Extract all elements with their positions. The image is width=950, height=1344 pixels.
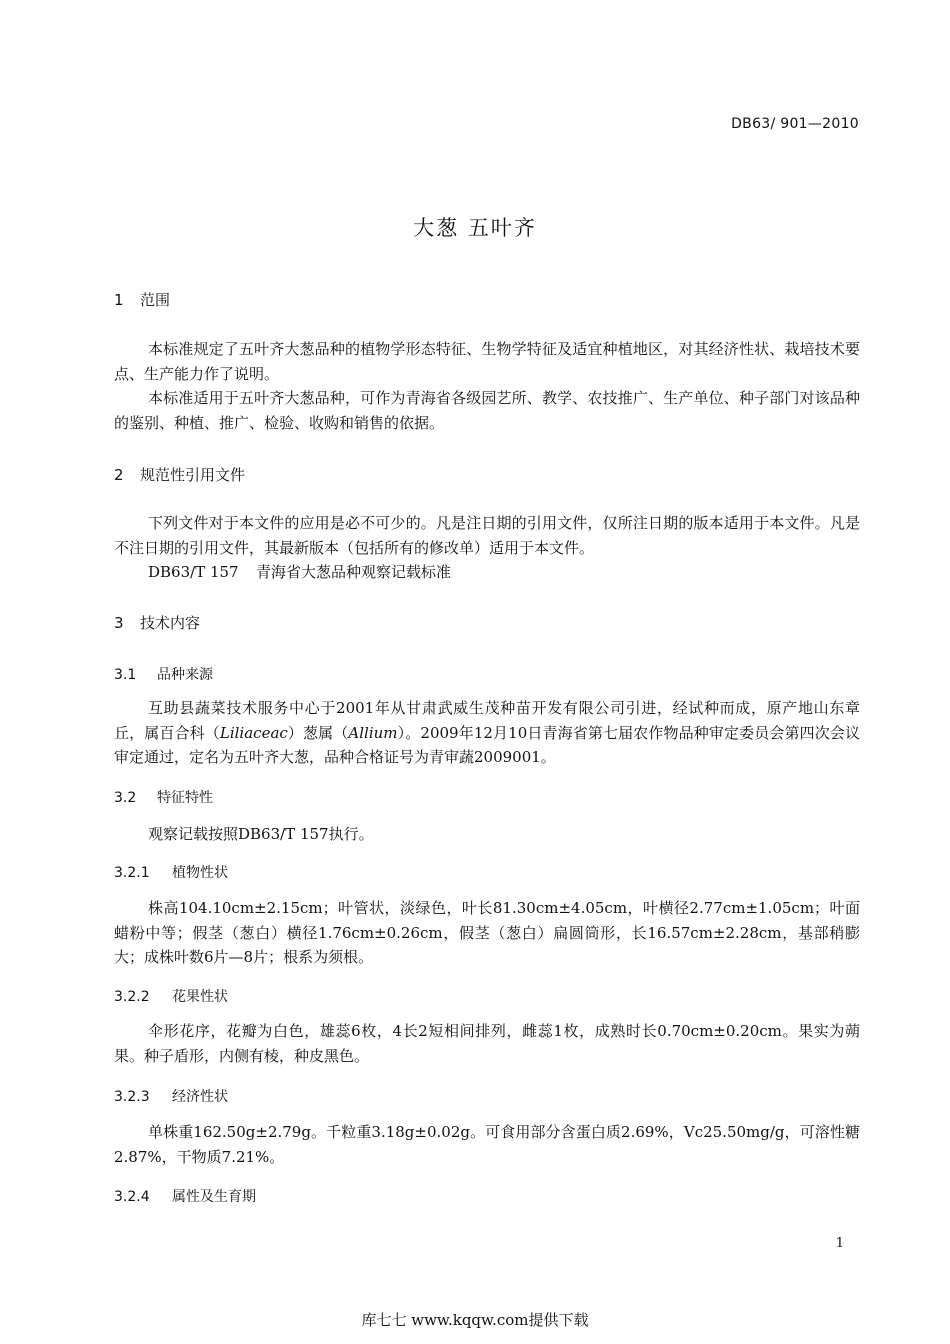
section-title: 属性及生育期 bbox=[172, 1189, 256, 1205]
paragraph: 观察记载按照DB63/T 157执行。 bbox=[148, 825, 374, 843]
reference-code: DB63/T 157 bbox=[148, 563, 239, 581]
subsection-heading-3-2-3 bbox=[114, 1086, 228, 1106]
paragraph: 下列文件对于本文件的应用是必不可少的。凡是注日期的引用文件，仅所注日期的版本适用于本文件。凡是不注日期的引用文件，其最新版本（包括所有的修改单）适用于本文件。 bbox=[114, 514, 860, 557]
page-number: 1 bbox=[835, 1236, 844, 1251]
subsection-heading-3-2-1 bbox=[114, 862, 228, 882]
text-run: ）。2009年12月10日青海省第七届农作物品种审定委员会第四次会议审定通过，定名为五叶齐大葱，品种合格证号为青审蔬2009001。 bbox=[114, 723, 860, 766]
section-number: 3 bbox=[114, 614, 124, 632]
section-number: 3.2.3 bbox=[114, 1089, 150, 1105]
paragraph: 单株重162.50g±2.79g。千粒重3.18g±0.02g。可食用部分含蛋白质2.69%，Vc25.50mg/g，可溶性糖2.87%，干物质7.21%。 bbox=[114, 1123, 860, 1166]
section-title: 品种来源 bbox=[157, 667, 213, 683]
paragraph: 伞形花序，花瓣为白色，雄蕊6枚，4长2短相间排列，雌蕊1枚，成熟时长0.70cm±0.20cm。果实为蒴果。种子盾形，内侧有棱，种皮黑色。 bbox=[114, 1022, 860, 1065]
section-heading-2 bbox=[114, 464, 245, 485]
paragraph: 株高104.10cm±2.15cm；叶管状，淡绿色，叶长81.30cm±4.05cm，叶横径2.77cm±1.05cm；叶面蜡粉中等；假茎（葱白）横径1.76cm±0.26cm，假茎（葱白）扁圆筒形，长16.57cm±2.28cm，基部稍膨大；成株叶数6片—8片；根系为须根。 bbox=[114, 899, 860, 966]
text-run: ）葱属（ bbox=[287, 723, 349, 742]
subsection-heading-3-1 bbox=[114, 664, 213, 684]
section-title: 植物性状 bbox=[172, 865, 228, 881]
section-number: 3.1 bbox=[114, 667, 137, 683]
section-title: 特征特性 bbox=[157, 790, 213, 806]
section-title: 花果性状 bbox=[172, 989, 228, 1005]
section-title: 范围 bbox=[140, 291, 171, 309]
latin-name: Allium bbox=[348, 723, 398, 742]
reference-title: 青海省大葱品种观察记载标准 bbox=[256, 563, 452, 581]
section-number: 2 bbox=[114, 466, 124, 484]
paragraph: 本标准适用于五叶齐大葱品种，可作为青海省各级园艺所、教学、农技推广、生产单位、种子部门对该品种的鉴别、种植、推广、检验、收购和销售的依据。 bbox=[114, 389, 860, 432]
normative-reference bbox=[148, 561, 451, 582]
section-number: 3.2.2 bbox=[114, 989, 150, 1005]
section-number: 3.2.1 bbox=[114, 865, 150, 881]
subsection-heading-3-2-2 bbox=[114, 986, 228, 1006]
section-title: 经济性状 bbox=[172, 1089, 228, 1105]
section-heading-1 bbox=[114, 289, 170, 310]
section-number: 1 bbox=[114, 291, 124, 309]
paragraph: 本标准规定了五叶齐大葱品种的植物学形态特征、生物学特征及适宜种植地区，对其经济性状、栽培技术要点、生产能力作了说明。 bbox=[114, 340, 860, 383]
section-title: 技术内容 bbox=[140, 614, 201, 632]
paragraph bbox=[114, 696, 860, 770]
text-run: 互助县蔬菜技术服务中心于2001年从甘肃武威生茂种苗开发有限公司引进，经试种而成，原产地山东章丘，属百合科（ bbox=[114, 699, 860, 742]
document-code: DB63/ 901—2010 bbox=[731, 116, 859, 132]
section-heading-3 bbox=[114, 612, 200, 633]
subsection-heading-3-2-4 bbox=[114, 1186, 256, 1206]
document-title: 大葱 五叶齐 bbox=[413, 216, 537, 240]
section-number: 3.2.4 bbox=[114, 1189, 150, 1205]
subsection-heading-3-2 bbox=[114, 787, 213, 807]
latin-name: Liliaceac bbox=[219, 723, 288, 742]
section-number: 3.2 bbox=[114, 790, 137, 806]
section-title: 规范性引用文件 bbox=[140, 466, 246, 484]
footer-watermark: 库七七 www.kqqw.com提供下载 bbox=[361, 1311, 589, 1329]
